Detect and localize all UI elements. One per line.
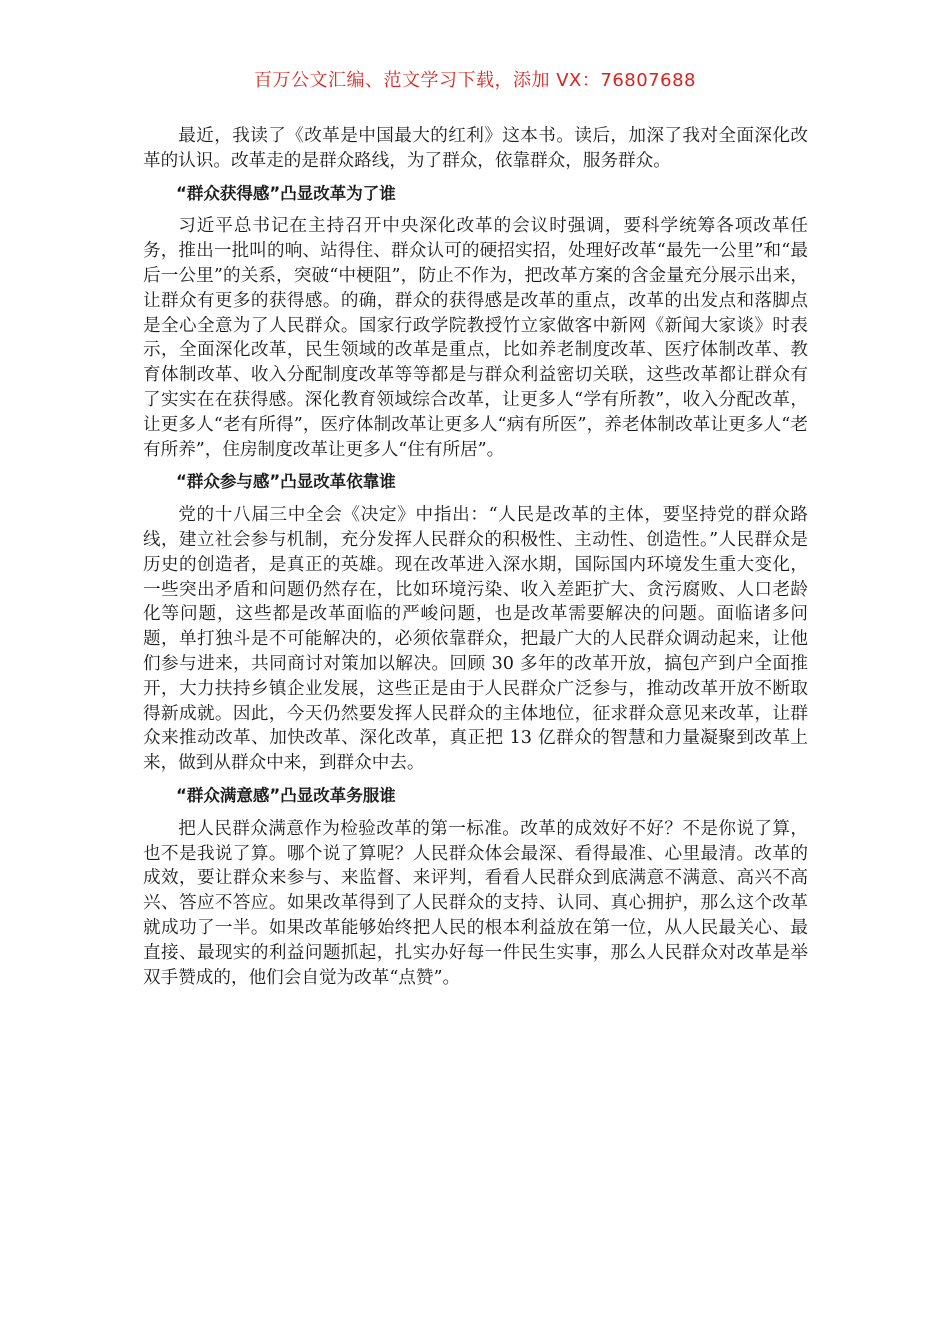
intro-paragraph: 最近，我读了《改革是中国最大的红利》这本书。读后，加深了我对全面深化改革的认识。改革走的是群众路线，为了群众，依靠群众，服务群众。 bbox=[143, 126, 808, 171]
section-body-satisfaction: 把人民群众满意作为检验改革的第一标准。改革的成效好不好？不是你说了算，也不是我说了算。哪个说了算呢？人民群众体会最深、看得最准、心里最清。改革的成效，要让群众来参与、来监督、来评判，看看人民群众到底满意不满意、高兴不高兴、答应不答应。如果改革得到了人民群众的支持、认同、真心拥护，那么这个改革就成功了一半。如果改革能够始终把人民的根本利益放在第一位，从人民最关心、最直接、最现实的利益问题抓起，扎实办好每一件民生实事，那么人民群众对改革是举双手赞成的，他们会自觉为改革“点赞”。 bbox=[143, 818, 808, 988]
section-body-gain: 习近平总书记在主持召开中央深化改革的会议时强调，要科学统筹各项改革任务，推出一批叫的响、站得住、群众认可的硬招实招，处理好改革“最先一公里”和“最后一公里”的关系，突破“中梗阻”，防止不作为，把改革方案的含金量充分展示出来，让群众有更多的获得感。的确，群众的获得感是改革的重点，改革的出发点和落脚点是全心全意为了人民群众。国家行政学院教授竹立家做客中新网《新闻大家谈》时表示，全面深化改革，民生领域的改革是重点，比如养老制度改革、医疗体制改革、教育体制改革、收入分配制度改革等等都是与群众利益密切关联，这些改革都让群众有了实实在在获得感。深化教育领域综合改革，让更多人“学有所教”，收入分配改革，让更多人“老有所得”，医疗体制改革让更多人“病有所医”，养老体制改革让更多人“老有所养”，住房制度改革让更多人“住有所居”。 bbox=[143, 216, 808, 460]
section-heading-gain: “群众获得感”凸显改革为了谁 bbox=[176, 183, 396, 203]
section-body-participation: 党的十八届三中全会《决定》中指出：“人民是改革的主体，要坚持党的群众路线，建立社会参与机制，充分发挥人民群众的积极性、主动性、创造性。”人民群众是历史的创造者，是真正的英雄。现在改革进入深水期，国际国内环境发生重大变化，一些突出矛盾和问题仍然存在，比如环境污染、收入差距扩大、贪污腐败、人口老龄化等问题，这些都是改革面临的严峻问题，也是改革需要解决的问题。面临诸多问题，单打独斗是不可能解决的，必须依靠群众，把最广大的人民群众调动起来，让他们参与进来，共同商讨对策加以解决。回顾 30 多年的改革开放，搞包产到户全面推开，大力扶持乡镇企业发展，这些正是由于人民群众广泛参与，推动改革开放不断取得新成就。因此，今天仍然要发挥人民群众的主体地位，征求群众意见来改革，让群众来推动改革、加快改革、深化改革，真正把 13 亿群众的智慧和力量凝聚到改革上来，做到从群众中来，到群众中去。 bbox=[143, 505, 808, 774]
document-body bbox=[143, 124, 808, 990]
section-heading-participation: “群众参与感”凸显改革依靠谁 bbox=[176, 472, 396, 492]
promo-banner: 百万公文汇编、范文学习下载，添加 VX：76807688 bbox=[254, 70, 696, 91]
section-heading-satisfaction: “群众满意感”凸显改革务服谁 bbox=[176, 785, 396, 805]
